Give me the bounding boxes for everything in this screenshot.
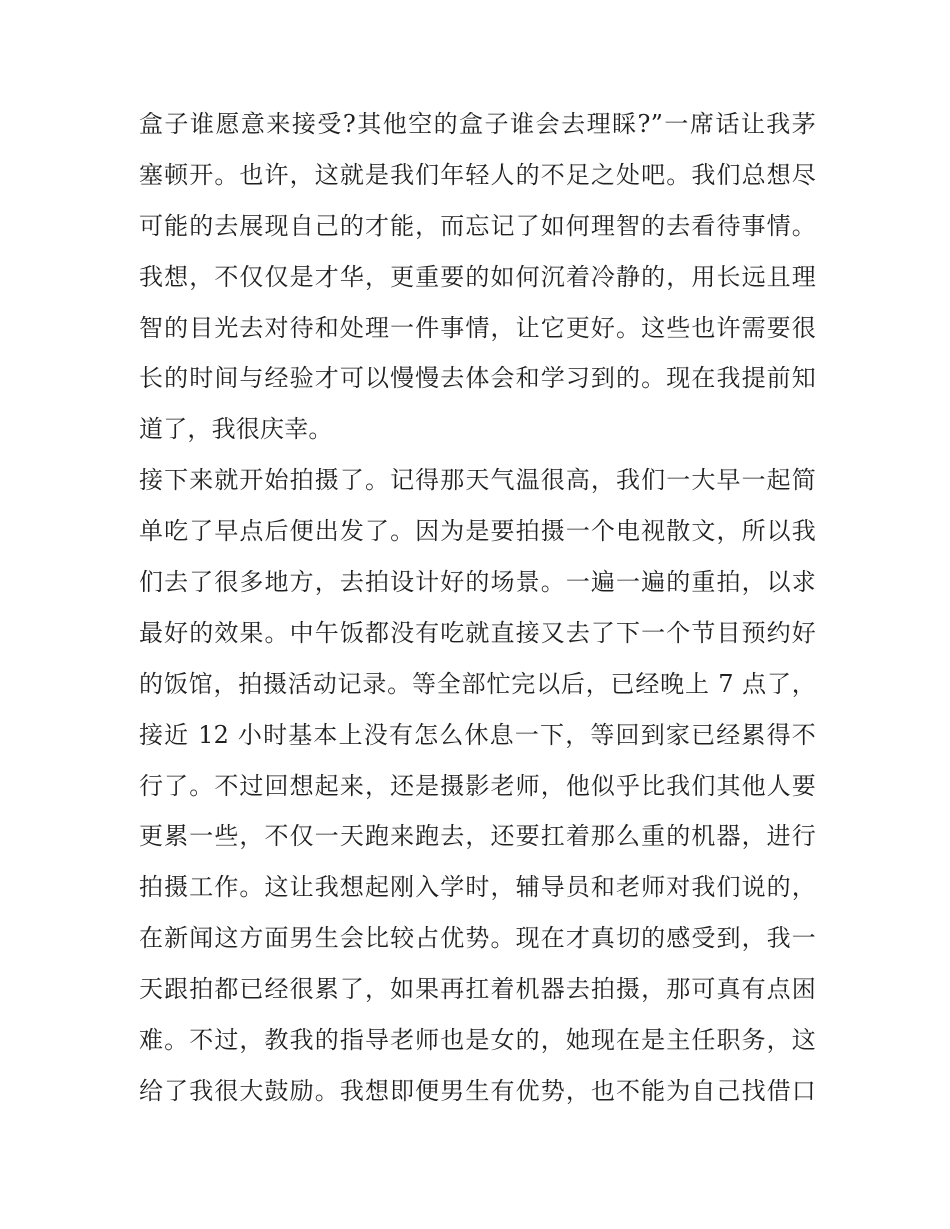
text-line: 在新闻这方面男生会比较占优势。现在才真切的感受到，我一 [139, 924, 816, 953]
essay-text-block [139, 99, 816, 1117]
text-line: 可能的去展现自己的才能，而忘记了如何理智的去看待事情。 [139, 211, 816, 240]
text-line: 的饭馆，拍摄活动记录。等全部忙完以后，已经晚上 7 点了， [139, 669, 816, 698]
text-line: 接下来就开始拍摄了。记得那天气温很高，我们一大早一起简 [139, 466, 816, 495]
paragraph-end-line: 道了，我很庆幸。 [139, 415, 333, 444]
text-line: 拍摄工作。这让我想起刚入学时，辅导员和老师对我们说的， [139, 873, 816, 902]
text-line: 我想，不仅仅是才华，更重要的如何沉着冷静的，用长远且理 [139, 262, 816, 291]
text-line: 盒子谁愿意来接受?其他空的盒子谁会去理睬?”一席话让我茅 [139, 110, 816, 138]
text-line: 给了我很大鼓励。我想即便男生有优势，也不能为自己找借口 [139, 1076, 816, 1105]
text-line: 行了。不过回想起来，还是摄影老师，他似乎比我们其他人要 [139, 771, 816, 800]
text-line: 难。不过，教我的指导老师也是女的，她现在是主任职务，这 [139, 1026, 816, 1055]
text-line: 们去了很多地方，去拍设计好的场景。一遍一遍的重拍，以求 [139, 568, 816, 597]
text-line: 接近 12 小时基本上没有怎么休息一下，等回到家已经累得不 [139, 720, 816, 749]
text-line: 塞顿开。也许，这就是我们年轻人的不足之处吧。我们总想尽 [139, 160, 816, 189]
text-line: 智的目光去对待和处理一件事情，让它更好。这些也许需要很 [139, 313, 816, 342]
text-line: 更累一些，不仅一天跑来跑去，还要扛着那么重的机器，进行 [139, 822, 816, 851]
text-line: 单吃了早点后便出发了。因为是要拍摄一个电视散文，所以我 [139, 517, 816, 546]
text-line: 最好的效果。中午饭都没有吃就直接又去了下一个节目预约好 [139, 618, 816, 647]
text-line: 长的时间与经验才可以慢慢去体会和学习到的。现在我提前知 [139, 364, 816, 393]
text-line: 天跟拍都已经很累了，如果再扛着机器去拍摄，那可真有点困 [139, 975, 816, 1004]
